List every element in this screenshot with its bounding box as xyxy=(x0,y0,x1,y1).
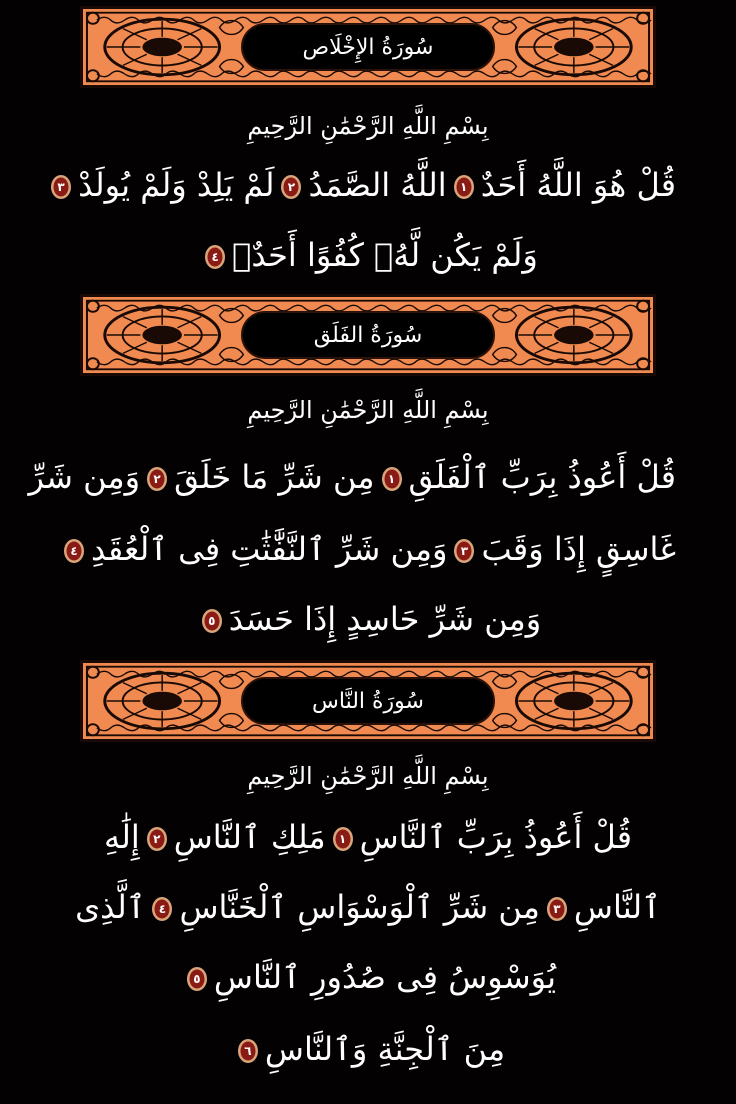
ayah-number-marker xyxy=(453,538,475,564)
verse-text: اللَّهُ الصَّمَدُ xyxy=(308,166,447,204)
surah-title-banner xyxy=(80,294,656,376)
verse-line xyxy=(57,166,676,204)
ayah-number: ٢ xyxy=(287,180,296,194)
ayah-number: ١ xyxy=(338,832,347,846)
ayah-number: ١ xyxy=(387,472,396,486)
verse-line xyxy=(60,236,676,274)
ayah-number-marker xyxy=(146,466,168,492)
ayah-number: ٥ xyxy=(208,614,216,628)
verse-text: وَلَمْ يَكُن لَّهُۥ كُفُوًا أَحَدٌۢ xyxy=(232,236,538,274)
verse-line xyxy=(60,1030,676,1068)
verse-text: يُوَسْوِسُ فِى صُدُورِ ٱلنَّاسِ xyxy=(213,958,557,996)
ayah-number: ٤ xyxy=(211,250,219,264)
ayah-number-marker xyxy=(546,896,568,922)
ayah-number-marker xyxy=(201,608,223,634)
verse-line xyxy=(60,958,676,996)
verse-text: قُلْ أَعُوذُ بِرَبِّ ٱلنَّاسِ xyxy=(359,818,633,856)
verse-text: مِنَ ٱلْجِنَّةِ وَٱلنَّاسِ xyxy=(264,1030,506,1068)
basmala: بِسْمِ اللَّهِ الرَّحْمَٰنِ الرَّحِيمِ xyxy=(247,762,489,790)
ayah-number: ١ xyxy=(460,180,468,194)
surah-title-cartouche xyxy=(241,311,495,359)
surah-title: سُورَةُ النَّاس xyxy=(312,688,424,714)
verse-text: مَلِكِ ٱلنَّاسِ xyxy=(173,818,326,856)
verse-text: قُلْ أَعُوذُ بِرَبِّ ٱلْفَلَقِ xyxy=(408,458,676,496)
verse-line xyxy=(60,818,676,856)
ayah-number-marker xyxy=(63,538,85,564)
ayah-number-marker xyxy=(453,174,475,200)
ayah-number: ٣ xyxy=(57,180,65,194)
ayah-number-marker xyxy=(151,896,173,922)
ayah-number: ٢ xyxy=(153,832,161,846)
verse-text: قُلْ هُوَ اللَّهُ أَحَدٌ xyxy=(480,166,676,204)
ayah-number-marker xyxy=(332,826,354,852)
verse-text: ٱلَّذِى xyxy=(75,888,146,926)
surah-title-cartouche xyxy=(241,23,495,71)
ayah-number: ٤ xyxy=(158,902,167,916)
ayah-number: ٤ xyxy=(70,544,78,558)
verse-text: وَمِن شَرِّ ٱلنَّفَّٰثَٰتِ فِى ٱلْعُقَدِ xyxy=(91,530,448,568)
surah-title: سُورَةُ الإِخْلَاص xyxy=(302,34,434,60)
ayah-number-marker xyxy=(381,466,403,492)
basmala: بِسْمِ اللَّهِ الرَّحْمَٰنِ الرَّحِيمِ xyxy=(247,112,489,140)
surah-title-cartouche xyxy=(241,677,495,725)
verse-text: ٱلنَّاسِ xyxy=(573,888,661,926)
ayah-number-marker xyxy=(50,174,72,200)
verse-line xyxy=(60,888,676,926)
verse-line xyxy=(60,600,676,638)
verse-text: مِن شَرِّ مَا خَلَقَ xyxy=(174,458,375,496)
ayah-number: ٥ xyxy=(193,972,201,986)
verse-line xyxy=(28,458,676,496)
verse-text: إِلَٰهِ xyxy=(103,818,140,856)
verse-text: مِن شَرِّ ٱلْوَسْوَاسِ ٱلْخَنَّاسِ xyxy=(179,888,540,926)
verse-line xyxy=(60,530,676,568)
ayah-number-marker xyxy=(186,966,208,992)
verse-text: وَمِن شَرِّ حَاسِدٍ إِذَا حَسَدَ xyxy=(228,600,542,638)
ayah-number: ٣ xyxy=(460,544,469,558)
basmala: بِسْمِ اللَّهِ الرَّحْمَٰنِ الرَّحِيمِ xyxy=(247,396,489,424)
ayah-number-marker xyxy=(146,826,168,852)
ayah-number: ٦ xyxy=(244,1044,252,1058)
ayah-number-marker xyxy=(204,244,226,270)
ayah-number-marker xyxy=(280,174,302,200)
verse-text: لَمْ يَلِدْ وَلَمْ يُولَدْ xyxy=(78,166,275,204)
verse-text: وَمِن شَرِّ xyxy=(28,458,141,496)
surah-title-banner xyxy=(80,6,656,88)
ayah-number: ٢ xyxy=(153,472,161,486)
surah-title-banner xyxy=(80,660,656,742)
verse-text: غَاسِقٍ إِذَا وَقَبَ xyxy=(481,530,676,568)
ayah-number: ٣ xyxy=(553,902,561,916)
ayah-number-marker xyxy=(237,1038,259,1064)
surah-title: سُورَةُ الفَلَق xyxy=(313,322,423,348)
